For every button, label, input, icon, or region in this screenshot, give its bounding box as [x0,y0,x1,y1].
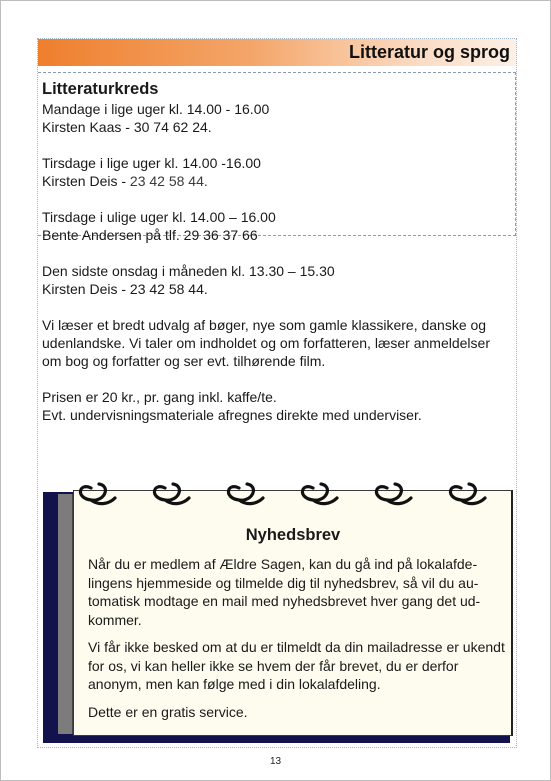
schedule-time: Tirsdage i ulige uger kl. 14.00 – 16.00 [42,209,276,225]
contact-phone: 23 42 58 44. [129,281,208,297]
contact-phone: 30 74 62 24. [133,119,212,135]
schedule-group [42,154,512,190]
schedule-time: Mandage i lige uger kl. 14.00 - 16.00 [42,101,270,117]
newsletter-paragraph: Når du er medlem af Ældre Sagen, kan du gå ind på lokalafde-lingens hjemmeside og tilmelde dig til nyhedsbrev, så vil du au-tomatisk modtage en mail med nyhedsbrevet hver gang det ud-kommer. [88,556,481,628]
contact-phone: 23 42 58 44. [129,173,208,189]
contact-name: Bente Andersen på tlf. [42,227,184,243]
notebook-binding-edge [58,494,73,734]
schedule-time: Tirsdage i lige uger kl. 14.00 -16.00 [42,155,261,171]
price-paragraph [42,388,512,424]
section-title: Litteratur og sprog [349,42,510,62]
litteraturkreds-section [42,79,512,442]
newsletter-paragraph: Vi får ikke besked om at du er tilmeldt da din mailadresse er ukendt for os, vi kan heller ikke se hvem der får brevet, du er derfor anonym, men kan følge med i din lokalafdeling. [88,639,505,692]
newsletter-title: Nyhedsbrev [245,526,341,544]
schedule-time: Den sidste onsdag i måneden kl. 13.30 – 15.30 [42,263,335,279]
contact-name: Kirsten Deis - [42,173,130,189]
contact-phone: 29 36 37 66 [183,227,258,243]
schedule-group [42,208,512,244]
schedule-group [42,262,512,298]
description-paragraph: Vi læser et bredt udvalg af bøger, nye som gamle klassikere, danske og udenlandske. Vi taler om indholdet og om forfatteren, læser anmeldelser om bog og forfatter og ser evt. tilhørende film. [42,317,490,369]
page-number: 13 [269,756,282,767]
spiral-ring-icon [75,476,515,516]
schedule-group [42,100,512,136]
litteraturkreds-heading: Litteraturkreds [42,80,159,98]
contact-name: Kirsten Kaas - [42,119,134,135]
price-line: Prisen er 20 kr., pr. gang inkl. kaffe/te. [42,389,277,405]
contact-name: Kirsten Deis - [42,281,130,297]
section-header-bar [38,39,516,66]
material-line: Evt. undervisningsmateriale afregnes direkte med underviser. [42,407,422,423]
newsletter-paragraph: Dette er en gratis service. [88,703,248,720]
newsletter-body [88,555,506,730]
